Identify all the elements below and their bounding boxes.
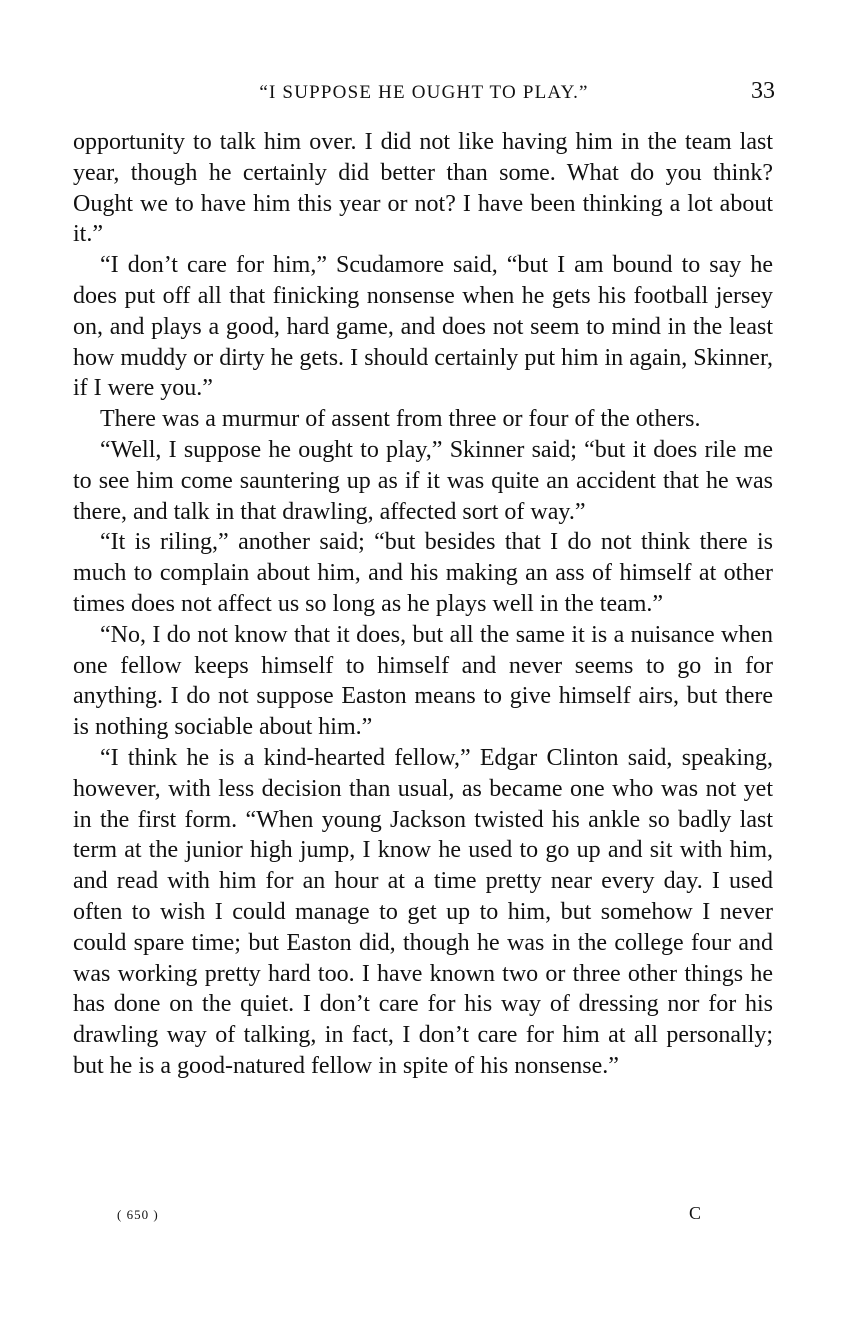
paragraph: opportunity to talk him over. I did not like having him in the team last year, though he certainly did better than some. What do you think? Ought we to have him this year or not? I have been thinking a lot about it.” [73,129,773,248]
paragraph: “It is riling,” another said; “but besides that I do not think there is much to complain about him, and his making an ass of himself at other times does not affect us so long as he plays well in the team.” [73,529,773,617]
paragraph: “No, I do not know that it does, but all the same it is a nuisance when one fellow keeps himself to himself and never seems to go in for anything. I do not suppose Easton means to give himself airs, but there is nothing sociable about him.” [73,621,773,741]
printer-mark: ( 650 ) [117,1207,159,1222]
running-title: “I SUPPOSE HE OUGHT TO PLAY.” [259,82,589,103]
signature-mark: C [689,1203,702,1223]
page-header [73,78,775,108]
paragraph: “Well, I suppose he ought to play,” Skinner said; “but it does rile me to see him come sauntering up as if it was quite an accident that he was there, and talk in that drawling, affected sort of way.” [73,436,773,525]
page-footer [73,1203,775,1227]
body-text [73,127,773,1082]
paragraph: “I don’t care for him,” Scudamore said, “but I am bound to say he does put off all that finicking nonsense when he gets his football jersey on, and plays a good, hard game, and does not seem to mind in the least how muddy or dirty he gets. I should certainly put him in again, Skinner, if I were you.” [73,252,773,402]
paragraph: “I think he is a kind-hearted fellow,” Edgar Clinton said, speaking, however, with less decision than usual, as became one who was not yet in the first form. “When young Jackson twisted his ankle so badly last term at the junior high jump, I know he used to go up and sit with him, and read with him for an hour at a time pretty near every day. I used often to wish I could manage to get up to him, but somehow I never could spare time; but Easton did, though he was in the college four and was working pretty hard too. I have known two or three other things he has done on the quiet. I don’t care for his way of dressing nor for his drawling way of talking, in fact, I don’t care for him at all personally; but he is a good-natured fellow in spite of his nonsense.” [73,744,773,1079]
paragraph: There was a murmur of assent from three or four of the others. [100,406,701,433]
page-number: 33 [751,78,775,104]
